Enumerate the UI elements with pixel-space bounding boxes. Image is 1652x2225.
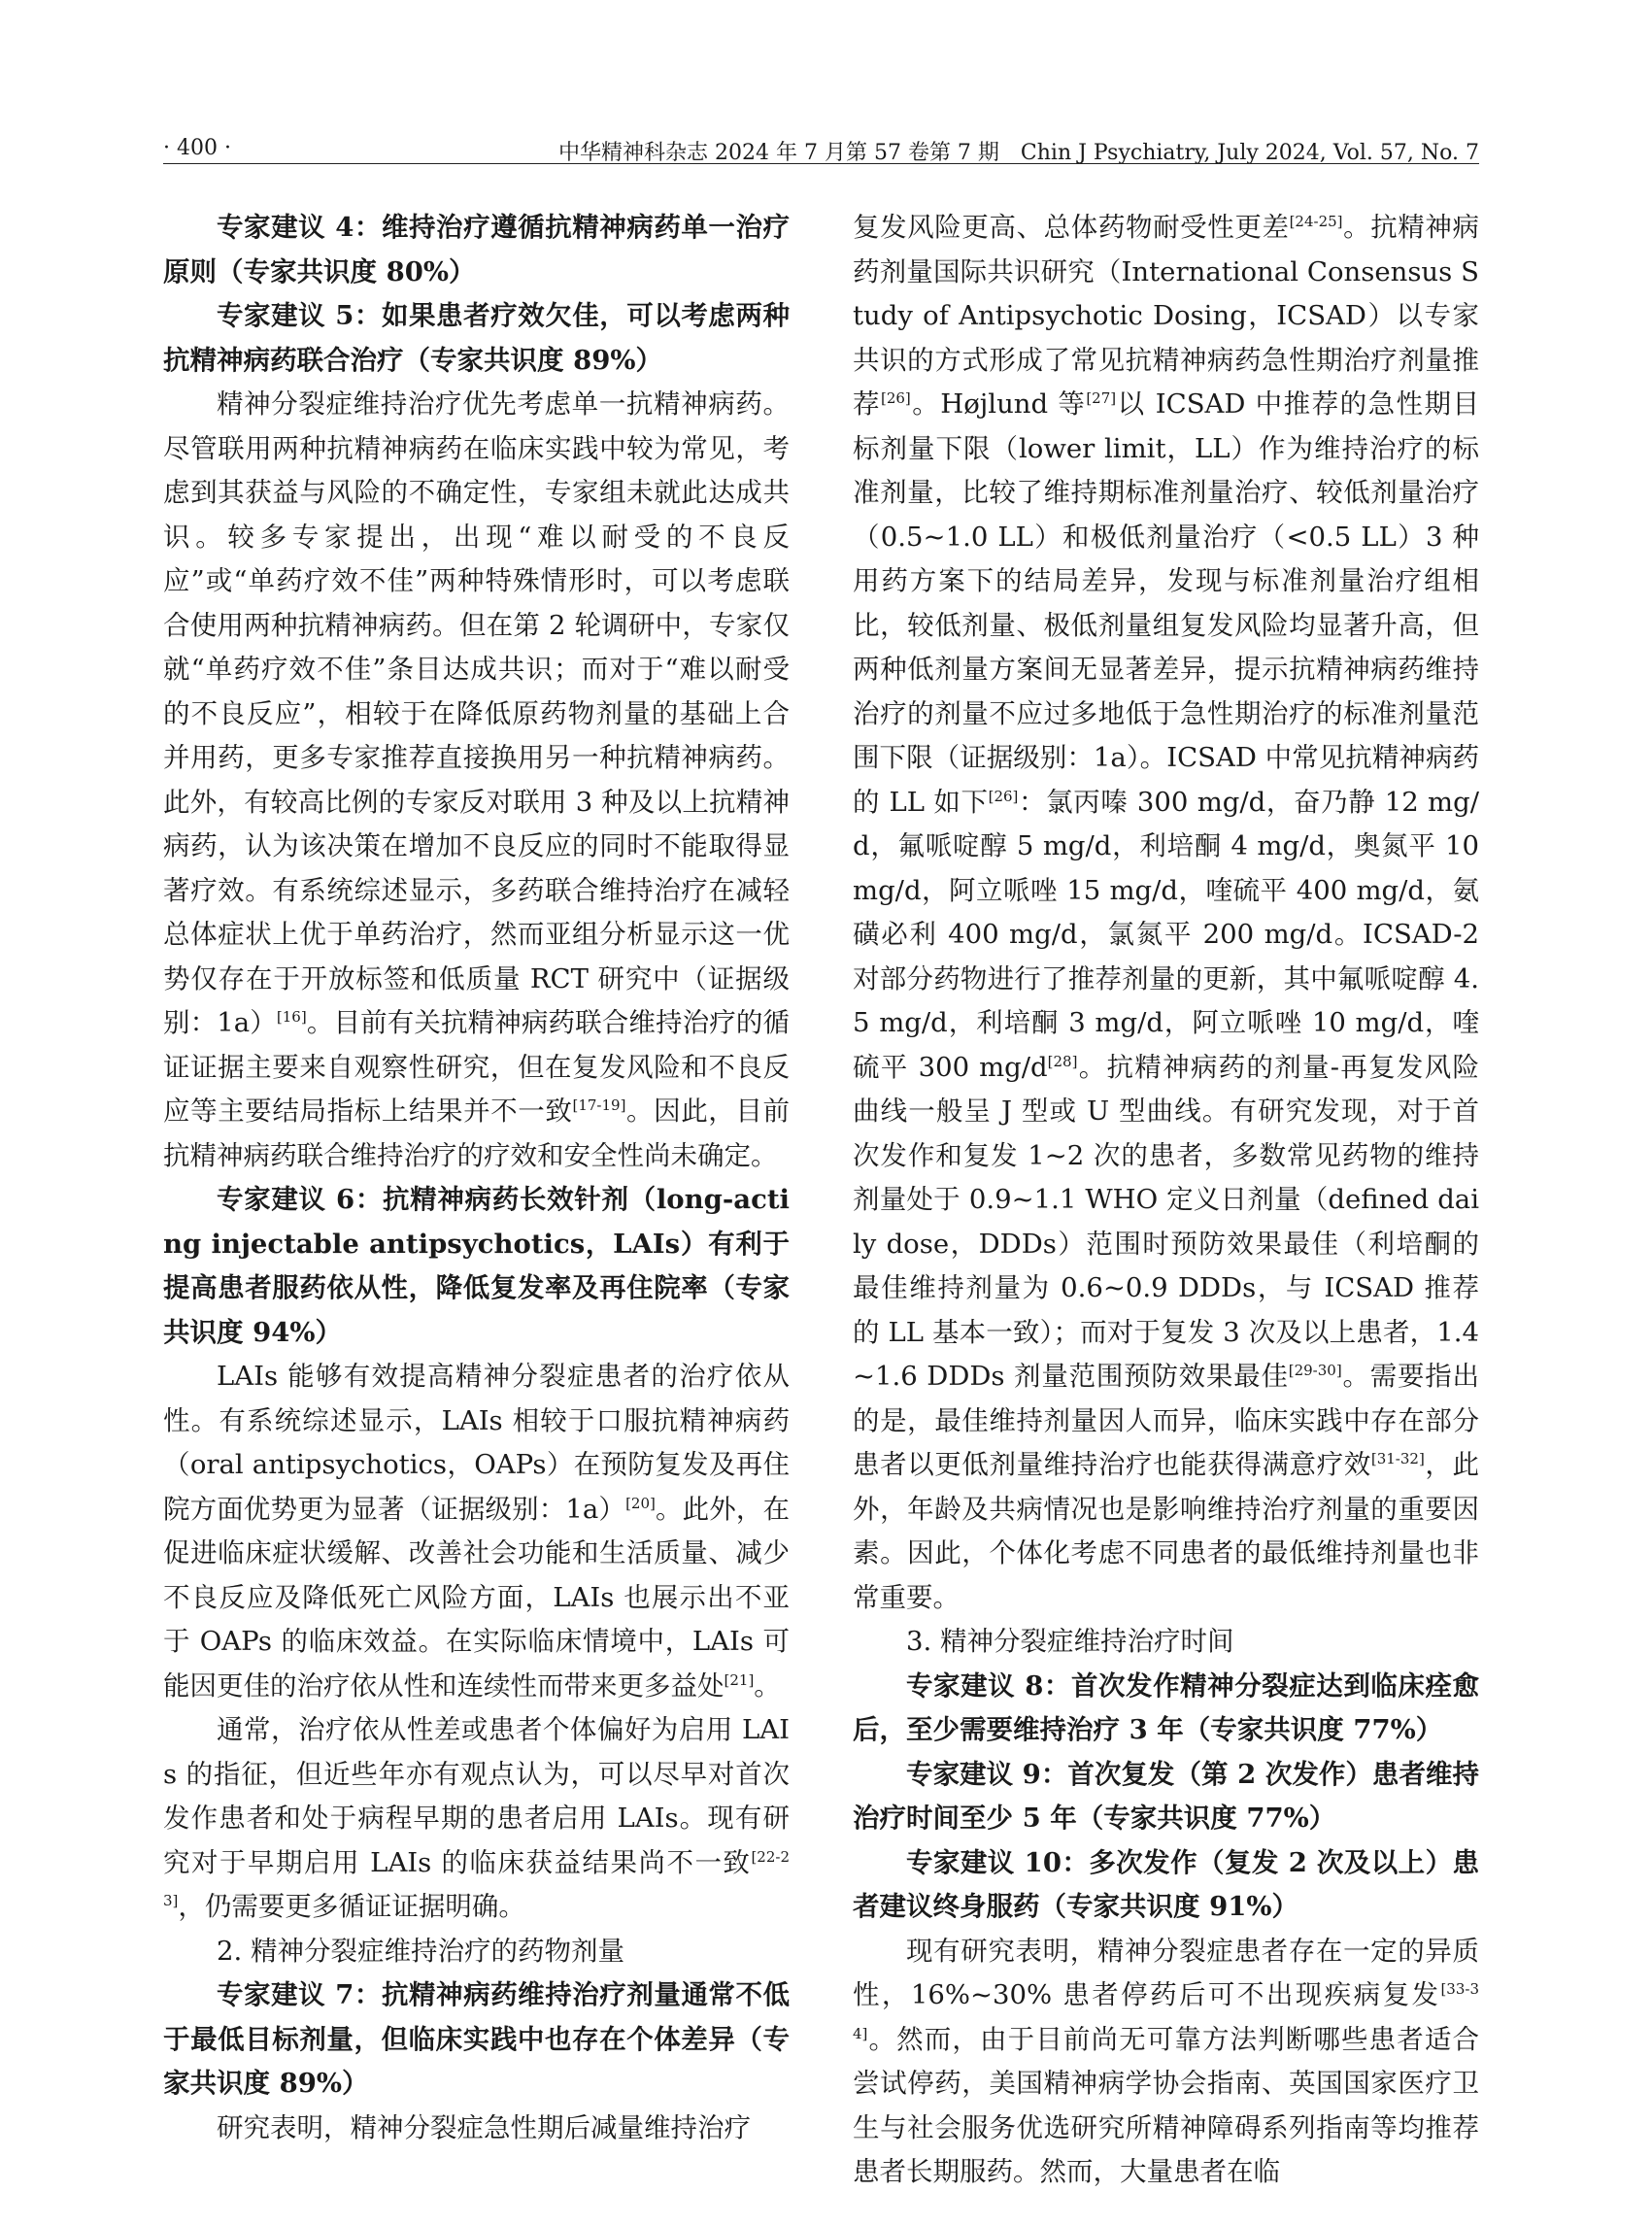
body-paragraph — [163, 1355, 790, 1708]
paragraph-text: 专家建议 10：多次发作（复发 2 次及以上）患者建议终身服药（专家共识度 91%） — [853, 1846, 1479, 1922]
paragraph-text: 。此外，在促进临床症状缓解、改善社会功能和生活质量、减少不良反应及降低死亡风险方面，LAIs 也展示出不亚于 OAPs 的临床效益。在实际临床情境中，LAIs 可能因更佳的治疗依从性和连续性而带来更多益处 — [163, 1493, 791, 1702]
citation-ref: [16] — [276, 1008, 307, 1026]
citation-ref: [24-25] — [1289, 213, 1343, 230]
paragraph-text: 2. 精神分裂症维持治疗的药物剂量 — [217, 1935, 624, 1967]
body-paragraph — [163, 383, 790, 1178]
body-paragraph — [163, 1708, 790, 1930]
paragraph-text: 通常，治疗依从性差或患者个体偏好为启用 LAIs 的指征，但近些年亦有观点认为，可以尽早对首次发作患者和处于病程早期的患者启用 LAIs。现有研究对于早期启用 LAIs 的临床获益结果尚不一致 — [163, 1714, 790, 1878]
paragraph-text: 专家建议 8：首次发作精神分裂症达到临床痊愈后，至少需要维持治疗 3 年（专家共识度 77%） — [853, 1669, 1479, 1745]
paragraph-text: 现有研究表明，精神分裂症患者存在一定的异质性，16%~30% 患者停药后可不出现疾病复发 — [853, 1935, 1479, 2010]
paragraph-text: 专家建议 7：抗精神病药维持治疗剂量通常不低于最低目标剂量，但临床实践中也存在个体差异（专家共识度 89%） — [163, 1979, 790, 2099]
paragraph-text: 。抗精神病药剂量国际共识研究（International Consensus Study of Antipsychotic Dosing，ICSAD）以专家共识的方式形成了常见抗精神病药急性期治疗剂量推荐 — [853, 212, 1480, 420]
paragraph-text: 以 ICSAD 中推荐的急性期目标剂量下限（lower limit，LL）作为维持治疗的标准剂量，比较了维持期标准剂量治疗、较低剂量治疗（0.5~1.0 LL）和极低剂量治疗（<0.5 LL）3 种用药方案下的结局差异，发现与标准剂量治疗组相比，较低剂量、极低剂量组复发风险均显著升高，但两种低剂量方案间无显著差异，提示抗精神病药维持治疗的剂量不应过多地低于急性期治疗的标准剂量范围下限（证据级别：1a）。ICSAD 中常见抗精神病药的 LL 如下 — [853, 388, 1480, 818]
paragraph-text: LAIs 能够有效提高精神分裂症患者的治疗依从性。有系统综述显示，LAIs 相较于口服抗精神病药（oral antipsychotics，OAPs）在预防复发及再住院方面优势更为显著（证据级别：1a） — [163, 1361, 790, 1525]
paragraph-text: 专家建议 9：首次复发（第 2 次发作）患者维持治疗时间至少 5 年（专家共识度 77%） — [853, 1758, 1479, 1834]
paragraph-text: 。因此，目前抗精神病药联合维持治疗的疗效和安全性尚未确定。 — [163, 1096, 791, 1171]
left-column — [163, 206, 790, 2150]
body-paragraph — [853, 1930, 1479, 2195]
paragraph-text: 专家建议 5：如果患者疗效欠佳，可以考虑两种抗精神病药联合治疗（专家共识度 89%） — [163, 300, 790, 376]
paragraph-text: 研究表明，精神分裂症急性期后减量维持治疗 — [217, 2111, 751, 2143]
paragraph-text: 复发风险更高、总体药物耐受性更差 — [853, 212, 1290, 243]
paragraph-text: 。目前有关抗精神病药联合维持治疗的循证证据主要来自观察性研究，但在复发风险和不良反应等主要结局指标上结果并不一致 — [163, 1007, 790, 1127]
right-column — [853, 206, 1479, 2195]
section-heading — [163, 1930, 790, 1974]
expert-recommendation — [163, 294, 790, 383]
citation-ref: [26] — [988, 787, 1019, 805]
running-header — [163, 132, 1479, 165]
page-number: · 400 · — [163, 136, 231, 160]
paragraph-text: 3. 精神分裂症维持治疗时间 — [906, 1626, 1234, 1657]
paragraph-text: ，此外，年龄及共病情况也是影响维持治疗剂量的重要因素。因此，个体化考虑不同患者的最低维持剂量也非常重要。 — [853, 1449, 1480, 1613]
paragraph-text: 。Højlund 等 — [910, 388, 1087, 420]
paragraph-text: ，仍需要更多循证证据明确。 — [178, 1891, 525, 1922]
header-rule — [163, 163, 1479, 164]
paragraph-text: 精神分裂症维持治疗优先考虑单一抗精神病药。尽管联用两种抗精神病药在临床实践中较为常见，考虑到其获益与风险的不确定性，专家组未就此达成共识。较多专家提出，出现“难以耐受的不良反应”或“单药疗效不佳”两种特殊情形时，可以考虑联合使用两种抗精神病药。但在第 2 轮调研中，专家仅就“单药疗效不佳”条目达成共识；而对于“难以耐受的不良反应”，相较于在降低原药物剂量的基础上合并用药，更多专家推荐直接换用另一种抗精神病药。此外，有较高比例的专家反对联用 3 种及以上抗精神病药，认为该决策在增加不良反应的同时不能取得显著疗效。有系统综述显示，多药联合维持治疗在减轻总体症状上优于单药治疗，然而亚组分析显示这一优势仅存在于开放标签和低质量 RCT 研究中（证据级别：1a） — [163, 388, 790, 1038]
citation-ref: [17-19] — [572, 1096, 626, 1114]
expert-recommendation — [163, 206, 790, 294]
citation-ref: [26] — [880, 389, 911, 407]
expert-recommendation — [163, 1178, 790, 1355]
citation-ref: [20] — [625, 1494, 656, 1512]
citation-ref: [21] — [724, 1670, 755, 1689]
citation-ref: [27] — [1086, 389, 1117, 407]
paragraph-text: 。 — [754, 1669, 781, 1702]
expert-recommendation — [163, 1973, 790, 2107]
body-paragraph — [853, 206, 1479, 1620]
citation-ref: [22-23] — [163, 1847, 790, 1909]
expert-recommendation — [853, 1753, 1479, 1841]
paragraph-text: 专家建议 4：维持治疗遵循抗精神病药单一治疗原则（专家共识度 80%） — [163, 212, 790, 287]
expert-recommendation — [853, 1665, 1479, 1753]
citation-ref: [33-34] — [853, 1980, 1479, 2042]
citation-ref: [29-30] — [1288, 1362, 1342, 1379]
body-paragraph — [163, 2107, 790, 2151]
journal-info: 中华精神科杂志 2024 年 7 月第 57 卷第 7 期 Chin J Psychiatry, July 2024, Vol. 57, No. 7 — [558, 141, 1479, 165]
citation-ref: [28] — [1047, 1052, 1078, 1070]
paragraph-text: 。然而，由于目前尚无可靠方法判断哪些患者适合尝试停药，美国精神病学协会指南、英国国家医疗卫生与社会服务优选研究所精神障碍系列指南等均推荐患者长期服药。然而，大量患者在临 — [853, 2023, 1479, 2187]
expert-recommendation — [853, 1841, 1479, 1930]
paragraph-text: 专家建议 6：抗精神病药长效针剂（long-acting injectable antipsychotics，LAIs）有利于提高患者服药依从性，降低复发率及再住院率（专家共识度 94%） — [163, 1184, 790, 1348]
paragraph-text: ：氯丙嗪 300 mg/d，奋乃静 12 mg/d，氟哌啶醇 5 mg/d，利培酮 4 mg/d，奥氮平 10 mg/d，阿立哌唑 15 mg/d，喹硫平 400 mg/d，氨磺必利 400 mg/d，氯氮平 200 mg/d。ICSAD-2 对部分药物进行了推荐剂量的更新，其中氟哌啶醇 4.5 mg/d，利培酮 3 mg/d，阿立哌唑 10 mg/d，喹硫平 300 mg/d — [853, 786, 1479, 1083]
paragraph-text: 。需要指出的是，最佳维持剂量因人而异，临床实践中存在部分患者以更低剂量维持治疗也能获得满意疗效 — [853, 1361, 1479, 1480]
paragraph-text: 。抗精神病药的剂量-再复发风险曲线一般呈 J 型或 U 型曲线。有研究发现，对于首次发作和复发 1~2 次的患者，多数常见药物的维持剂量处于 0.9~1.1 WHO 定义日剂量（defined daily dose，DDDs）范围时预防效果最佳（利培酮的最佳维持剂量为 0.6~0.9 DDDs，与 ICSAD 推荐的 LL 基本一致）；而对于复发 3 次及以上患者，1.4~1.6 DDDs 剂量范围预防效果最佳 — [853, 1051, 1479, 1392]
section-heading — [853, 1620, 1479, 1665]
citation-ref: [31-32] — [1370, 1450, 1425, 1467]
